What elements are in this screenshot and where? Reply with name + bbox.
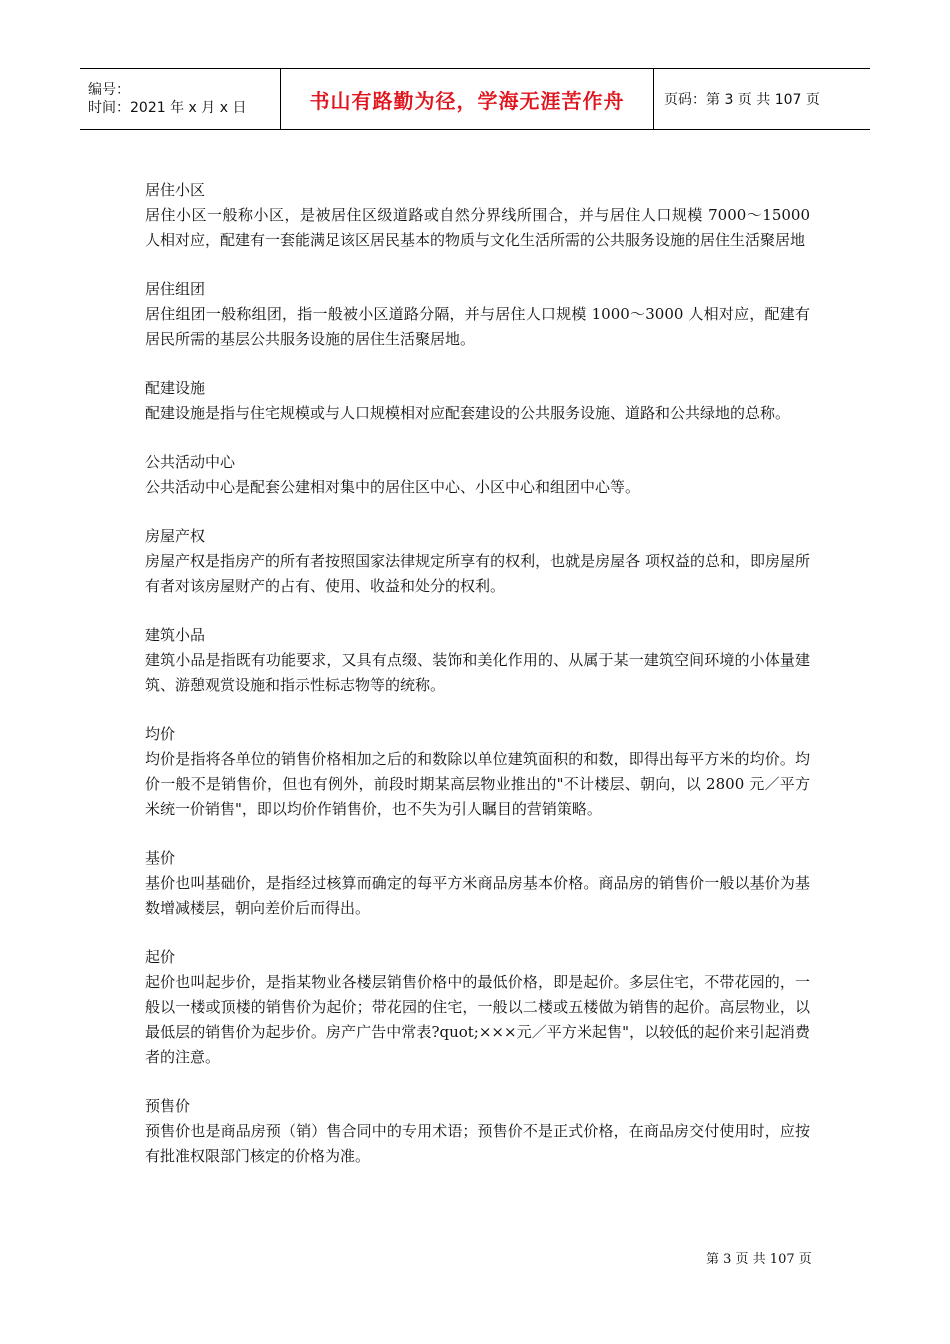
section-public-activity-center: [145, 450, 810, 500]
section-title: 公共活动中心: [145, 453, 236, 471]
section-residential-quarter: [145, 178, 810, 253]
document-body: [145, 178, 810, 1193]
header-page-info: 页码：第 3 页 共 107 页: [664, 92, 820, 108]
section-body: 居住小区一般称小区，是被居住区级道路或自然分界线所围合，并与居住人口规模 7000～15000 人相对应，配建有一套能满足该区居民基本的物质与文化生活所需的公共服务设施的居住生活聚居地: [145, 206, 810, 249]
section-body: 公共活动中心是配套公建相对集中的居住区中心、小区中心和组团中心等。: [145, 478, 641, 496]
section-average-price: [145, 722, 810, 822]
section-title: 居住小区: [145, 181, 206, 199]
header-motto-cell: [280, 69, 654, 129]
header-page-info-cell: [654, 69, 870, 129]
section-body: 房屋产权是指房产的所有者按照国家法律规定所享有的权利，也就是房屋各 项权益的总和，即房屋所有者对该房屋财产的占有、使用、收益和处分的权利。: [145, 552, 810, 595]
section-starting-price: [145, 945, 810, 1070]
section-title: 居住组团: [145, 280, 206, 298]
section-title: 房屋产权: [145, 527, 206, 545]
section-title: 均价: [145, 725, 176, 743]
document-number-label: 编号：: [88, 82, 130, 98]
page-header: [80, 68, 870, 130]
section-body: 居住组团一般称组团，指一般被小区道路分隔，并与居住人口规模 1000～3000 人相对应，配建有居民所需的基层公共服务设施的居住生活聚居地。: [145, 305, 810, 348]
section-residential-group: [145, 277, 810, 352]
section-title: 建筑小品: [145, 626, 206, 644]
section-body: 配建设施是指与住宅规模或与人口规模相对应配套建设的公共服务设施、道路和公共绿地的总称。: [145, 404, 791, 422]
section-title: 基价: [145, 849, 176, 867]
section-supporting-facilities: [145, 376, 810, 426]
section-title: 配建设施: [145, 379, 206, 397]
page-footer: 第 3 页 共 107 页: [706, 1252, 812, 1267]
document-date: 时间：2021 年 x 月 x 日: [88, 100, 247, 116]
section-title: 起价: [145, 948, 176, 966]
section-architectural-sketch: [145, 623, 810, 698]
section-title: 预售价: [145, 1097, 191, 1115]
section-body: 起价也叫起步价，是指某物业各楼层销售价格中的最低价格，即是起价。多层住宅，不带花园的，一般以一楼或顶楼的销售价为起价；带花园的住宅，一般以二楼或五楼做为销售的起价。高层物业，以最低层的销售价为起步价。房产广告中常表?quot;×××元／平方米起售"，以较低的起价来引起消费者的注意。: [145, 973, 810, 1066]
section-body: 均价是指将各单位的销售价格相加之后的和数除以单位建筑面积的和数，即得出每平方米的均价。均价一般不是销售价，但也有例外，前段时期某高层物业推出的"不计楼层、朝向，以 2800 元／平方米统一价销售"，即以均价作销售价，也不失为引人瞩目的营销策略。: [145, 750, 810, 818]
section-presale-price: [145, 1094, 810, 1169]
header-meta: [80, 69, 280, 129]
header-motto: 书山有路勤为径，学海无涯苦作舟: [309, 88, 625, 113]
section-base-price: [145, 846, 810, 921]
section-body: 建筑小品是指既有功能要求，又具有点缀、装饰和美化作用的、从属于某一建筑空间环境的小体量建筑、游憩观赏设施和指示性标志物等的统称。: [145, 651, 810, 694]
section-property-rights: [145, 524, 810, 599]
section-body: 预售价也是商品房预（销）售合同中的专用术语；预售价不是正式价格，在商品房交付使用时，应按有批准权限部门核定的价格为准。: [145, 1122, 810, 1165]
section-body: 基价也叫基础价，是指经过核算而确定的每平方米商品房基本价格。商品房的销售价一般以基价为基数增减楼层，朝向差价后而得出。: [145, 874, 810, 917]
